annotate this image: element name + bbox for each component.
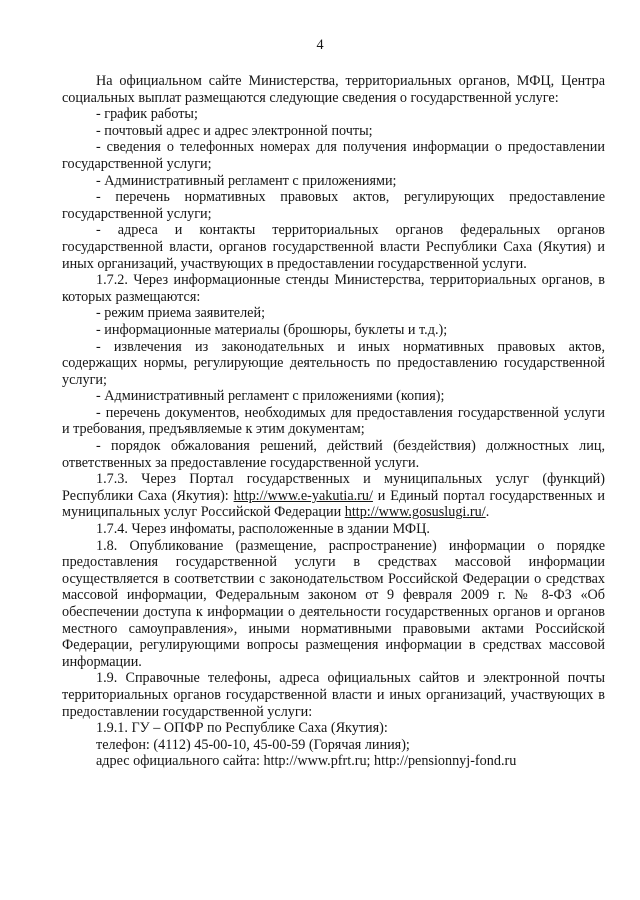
page-number: 4 xyxy=(316,37,324,53)
section-1-7-2: 1.7.2. Через информационные стенды Министерства, территориальных органов, в которых размещаются: xyxy=(62,272,605,305)
list-item: - информационные материалы (брошюры, буклеты и т.д.); xyxy=(96,321,448,338)
list-item: - сведения о телефонных номерах для получения информации о предоставлении государственной услуги; xyxy=(62,139,605,172)
list-item: - извлечения из законодательных и иных нормативных правовых актов, содержащих нормы, регулирующие деятельность по предоставлению государственной услуги; xyxy=(62,338,605,388)
gosuslugi-link[interactable]: http://www.gosuslugi.ru/ xyxy=(344,504,486,521)
section-1-7-3-text: 1.7.3. Через Портал государственных и муниципальных услуг (функций) Республики Саха (Якутия): xyxy=(62,471,605,504)
list-item: - перечень документов, необходимых для предоставления государственной услуги и требования, предъявляемые к этим документам; xyxy=(62,404,605,438)
section-1-7-3 xyxy=(62,471,605,521)
document-body xyxy=(62,73,605,770)
list-item: - адреса и контакты территориальных органов федеральных органов государственной власти, органов государственной власти Республики Саха (Якутия) и иных организаций, участвующих в предоставлении государственной услуги. xyxy=(62,222,605,272)
list-item: - режим приема заявителей; xyxy=(96,305,266,322)
section-1-7-3-middle: и Единый портал государственных и муниципальных услуг Российской Федерации xyxy=(62,487,605,521)
list-item: - почтовый адрес и адрес электронной почты; xyxy=(96,122,373,139)
list-item: - график работы; xyxy=(96,106,198,123)
section-1-7-3-end: . xyxy=(485,504,490,521)
section-1-7-4: 1.7.4. Через инфоматы, расположенные в здании МФЦ. xyxy=(96,521,430,538)
section-1-9: 1.9. Справочные телефоны, адреса официальных сайтов и электронной почты территориальных органов государственной власти и иных организаций, участвующих в предоставлении государственной услуги: xyxy=(62,670,605,720)
list-item: - Административный регламент с приложениями; xyxy=(96,172,397,189)
intro-paragraph: На официальном сайте Министерства, территориальных органов, МФЦ, Центра социальных выплат размещаются следующие сведения о государственной услуге: xyxy=(62,73,605,106)
section-1-9-1-site: адрес официального сайта: http://www.pfrt.ru; http://pensionnyj-fond.ru xyxy=(96,753,517,770)
list-item: - порядок обжалования решений, действий (бездействия) должностных лиц, ответственных за предоставление государственной услуги. xyxy=(62,438,605,471)
section-1-8: 1.8. Опубликование (размещение, распространение) информации о порядке предоставления государственной услуги в средствах массовой информации осуществляется в соответствии с законодательством Российской Федерации о средствах массовой информации, Федеральным законом от 9 февраля 2009 г. № 8-ФЗ «Об обеспечении доступа к информации о деятельности государственных органов и органов местного самоуправления», иными нормативными правовыми актами Российской Федерации, регулирующими вопросы размещения информации в средствах массовой информации. xyxy=(62,537,605,670)
e-yakutia-link[interactable]: http://www.e-yakutia.ru/ xyxy=(233,487,373,504)
section-1-9-1-title: 1.9.1. ГУ – ОПФР по Республике Саха (Якутия): xyxy=(96,720,388,737)
list-item: - перечень нормативных правовых актов, регулирующих предоставление государственной услуги; xyxy=(62,189,605,222)
section-1-9-1-phone: телефон: (4112) 45-00-10, 45-00-59 (Горячая линия); xyxy=(96,736,410,753)
list-item: - Административный регламент с приложениями (копия); xyxy=(96,388,445,405)
